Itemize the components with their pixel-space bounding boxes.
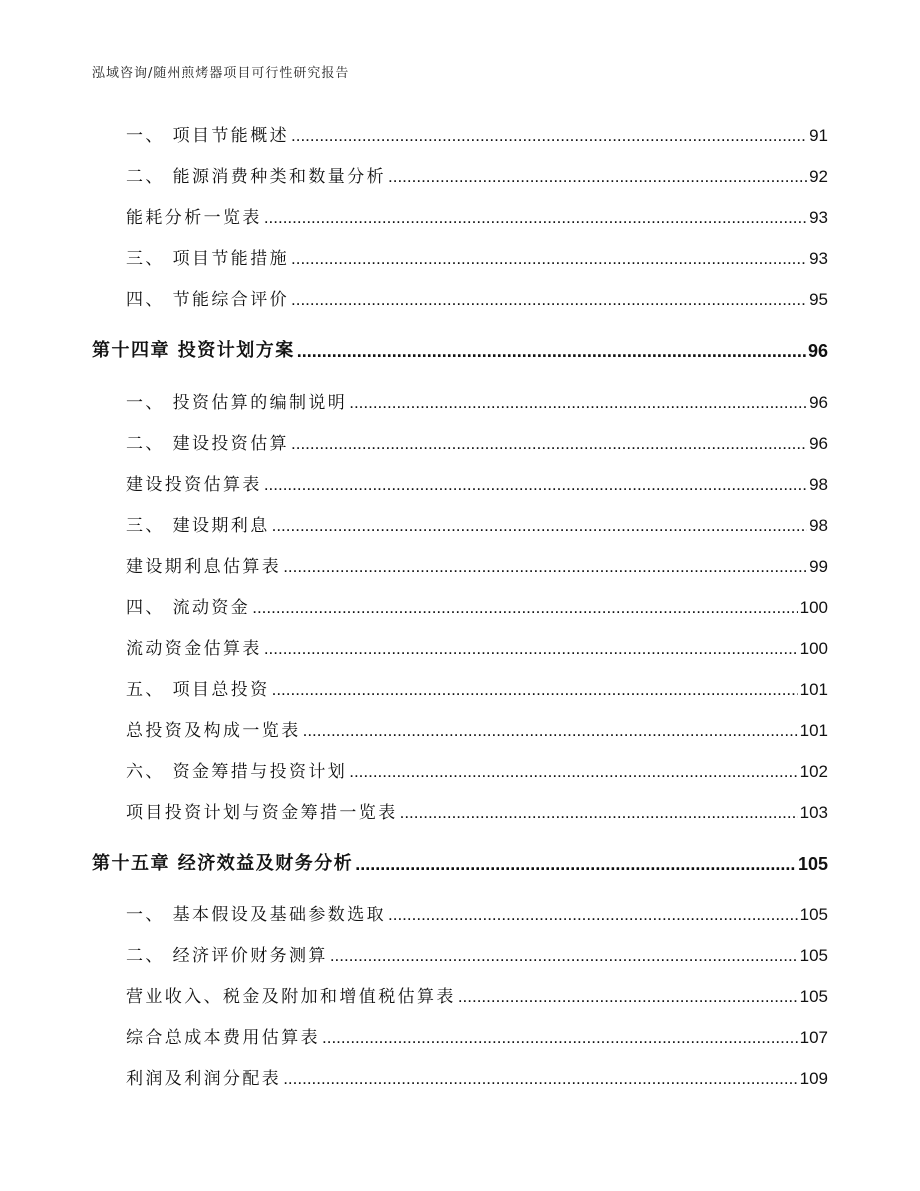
toc-entry-title: 营业收入、税金及附加和增值税估算表 — [126, 987, 456, 1007]
toc-page-number: 103 — [799, 803, 828, 822]
toc-entry-title: 二、 建设投资估算 — [126, 434, 290, 454]
toc-entry[interactable] — [126, 1066, 828, 1092]
toc-entry-title: 四、 流动资金 — [126, 598, 251, 618]
toc-page-number: 92 — [809, 167, 828, 186]
toc-entry[interactable] — [126, 1025, 828, 1051]
toc-page-number: 105 — [799, 905, 828, 924]
toc-dot-leader — [355, 851, 796, 877]
toc-entry[interactable] — [126, 390, 828, 416]
toc-entry-title: 一、 基本假设及基础参数选取 — [126, 905, 387, 925]
toc-entry[interactable] — [126, 636, 828, 662]
toc-entry[interactable] — [126, 287, 828, 313]
toc-entry-title: 三、 建设期利息 — [126, 516, 270, 536]
toc-entry[interactable] — [126, 718, 828, 744]
toc-entry-title: 六、 资金筹措与投资计划 — [126, 762, 348, 782]
toc-entry[interactable] — [126, 472, 828, 498]
toc-entry[interactable] — [126, 246, 828, 272]
toc-chapter-entry[interactable] — [92, 851, 828, 877]
toc-entry-title: 利润及利润分配表 — [126, 1069, 282, 1089]
toc-entry-title: 五、 项目总投资 — [126, 680, 270, 700]
toc-page-number: 96 — [807, 341, 828, 361]
toc-dot-leader — [291, 123, 807, 149]
toc-dot-leader — [388, 164, 807, 190]
toc-page-number: 93 — [809, 249, 828, 268]
toc-entry-title: 第十四章 投资计划方案 — [92, 340, 295, 361]
toc-entry-title: 二、 能源消费种类和数量分析 — [126, 167, 387, 187]
toc-entry[interactable] — [126, 431, 828, 457]
toc-page-number: 99 — [809, 557, 828, 576]
toc-entry-title: 综合总成本费用估算表 — [126, 1028, 320, 1048]
toc-dot-leader — [322, 1025, 798, 1051]
toc-page-number: 107 — [799, 1028, 828, 1047]
toc-page-number: 96 — [809, 393, 828, 412]
toc-entry[interactable] — [126, 800, 828, 826]
toc-dot-leader — [400, 800, 798, 826]
toc-entry[interactable] — [126, 677, 828, 703]
toc-page-number: 101 — [799, 721, 828, 740]
toc-page-number: 105 — [799, 987, 828, 1006]
toc-entry[interactable] — [126, 759, 828, 785]
toc-entry-title: 能耗分析一览表 — [126, 208, 262, 228]
toc-entry[interactable] — [126, 902, 828, 928]
toc-dot-leader — [264, 636, 798, 662]
toc-entry-title: 流动资金估算表 — [126, 639, 262, 659]
toc-entry[interactable] — [126, 554, 828, 580]
toc-entry-title: 一、 项目节能概述 — [126, 126, 290, 146]
toc-entry[interactable] — [126, 513, 828, 539]
toc-page-number: 93 — [809, 208, 828, 227]
toc-dot-leader — [330, 943, 798, 969]
toc-dot-leader — [252, 595, 797, 621]
toc-entry-title: 项目投资计划与资金筹措一览表 — [126, 803, 398, 823]
toc-page-number: 105 — [799, 946, 828, 965]
toc-entry-title: 四、 节能综合评价 — [126, 290, 290, 310]
toc-entry-title: 建设期利息估算表 — [126, 557, 282, 577]
toc-entry[interactable] — [126, 123, 828, 149]
toc-dot-leader — [388, 902, 798, 928]
toc-page-number: 96 — [809, 434, 828, 453]
toc-page-number: 100 — [799, 598, 828, 617]
toc-dot-leader — [264, 205, 807, 231]
toc-entry-title: 建设投资估算表 — [126, 475, 262, 495]
toc-entry-title: 一、 投资估算的编制说明 — [126, 393, 348, 413]
toc-entry[interactable] — [126, 984, 828, 1010]
toc-dot-leader — [272, 513, 807, 539]
toc-page-number: 98 — [809, 516, 828, 535]
toc-entry[interactable] — [126, 943, 828, 969]
toc-dot-leader — [283, 1066, 797, 1092]
toc-page-number: 98 — [809, 475, 828, 494]
toc-dot-leader — [291, 431, 807, 457]
toc-dot-leader — [283, 554, 807, 580]
toc-page-number: 109 — [799, 1069, 828, 1088]
toc-entry[interactable] — [126, 595, 828, 621]
toc-dot-leader — [458, 984, 798, 1010]
toc-page-number: 101 — [799, 680, 828, 699]
toc-entry-title: 二、 经济评价财务测算 — [126, 946, 328, 966]
toc-page-number: 100 — [799, 639, 828, 658]
toc-dot-leader — [291, 246, 807, 272]
toc-page-number: 91 — [809, 126, 828, 145]
toc-entry[interactable] — [126, 164, 828, 190]
toc-dot-leader — [264, 472, 807, 498]
toc-dot-leader — [291, 287, 807, 313]
toc-entry-title: 第十五章 经济效益及财务分析 — [92, 853, 354, 874]
toc-entry[interactable] — [126, 205, 828, 231]
toc-page-number: 105 — [797, 854, 828, 874]
toc-dot-leader — [349, 390, 807, 416]
toc-dot-leader — [303, 718, 798, 744]
page-header: 泓域咨询/随州煎烤器项目可行性研究报告 — [92, 66, 350, 81]
toc-entry-title: 总投资及构成一览表 — [126, 721, 301, 741]
toc-chapter-entry[interactable] — [92, 338, 828, 364]
toc-page-number: 95 — [809, 290, 828, 309]
toc-dot-leader — [297, 338, 806, 364]
toc-entry-title: 三、 项目节能措施 — [126, 249, 290, 269]
toc-page-number: 102 — [799, 762, 828, 781]
toc-dot-leader — [349, 759, 797, 785]
toc-dot-leader — [272, 677, 798, 703]
